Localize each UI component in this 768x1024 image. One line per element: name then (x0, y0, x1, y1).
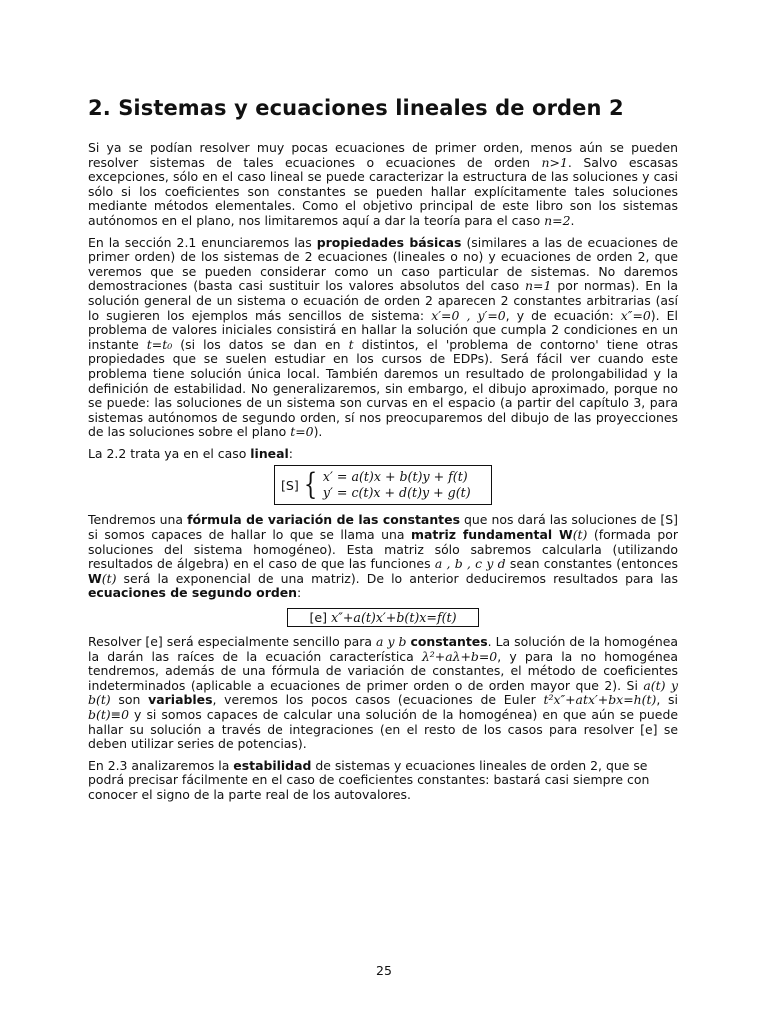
paragraph-fundamental-matrix: Tendremos una fórmula de variación de las constantes que nos dará las soluciones de [S] si somos capaces de hallar lo que se llama una matriz fundamental W(t) (formada por soluciones del sistema homogéneo). Esta matriz sólo sabremos calcularla (utilizando resultados de álgebra) en el caso de que las funciones a , b , c y d sean constantes (entonces W(t) será la exponencial de una matriz). De lo anterior deduciremos resultados para las ecuaciones de segundo orden: (88, 512, 678, 601)
second-order-equation-box (287, 608, 479, 627)
paragraph-section-2-2-intro: La 2.2 trata ya en el caso lineal: (88, 445, 293, 461)
page-content (88, 96, 678, 810)
system-equation-box (274, 465, 492, 505)
paragraph-constant-coefficients: Resolver [e] será especialmente sencillo para a y b constantes. La solución de la homogénea la darán las raíces de la ecuación característica λ²+aλ+b=0, y para la no homogénea tendremos, además de una fórmula de variación de constantes, el método de coeficientes indeterminados (aplicable a ecuaciones de primer orden o de orden mayor que 2). Si a(t) y b(t) son variables, veremos los pocos casos (ecuaciones de Euler t²x″+atx′+bx=h(t), si b(t)≡0 y si somos capaces de calcular una solución de la homogénea) en que aún se puede hallar su solución a través de integraciones (en el resto de los casos para resolver [e] se deben utilizar series de potencias). (88, 634, 678, 752)
system-equation-1: x′ = a(t)x + b(t)y + f(t) (322, 469, 468, 485)
second-order-equation: x″+a(t)x′+b(t)x=f(t) (331, 610, 457, 626)
system-equation-2: y′ = c(t)x + d(t)y + g(t) (322, 485, 471, 501)
equation-label: [e] (309, 610, 328, 626)
system-label: [S] (281, 477, 299, 493)
page-number: 25 (376, 963, 392, 978)
left-brace: { (303, 467, 318, 503)
paragraph-intro: Si ya se podían resolver muy pocas ecuaciones de primer orden, menos aún se pueden resolver sistemas de tales ecuaciones o ecuaciones de orden n>1. Salvo escasas excepciones, sólo en el caso lineal se puede caracterizar la estructura de las soluciones y casi sólo si los coeficientes son constantes se pueden hallar explícitamente tales soluciones mediante métodos elementales. Como el objetivo principal de este libro son los sistemas autónomos en el plano, nos limitaremos aquí a dar la teoría para el caso n=2. (88, 140, 678, 228)
section-heading: 2. Sistemas y ecuaciones lineales de orden 2 (88, 96, 624, 120)
paragraph-stability: En 2.3 analizaremos la estabilidad de sistemas y ecuaciones lineales de orden 2, que se podrá precisar fácilmente en el caso de coeficientes constantes: bastará casi siempre con conocer el signo de la parte real de los autovalores. (88, 757, 650, 802)
paragraph-section-2-1: En la sección 2.1 enunciaremos las propiedades básicas (similares a las de ecuaciones de primer orden) de los sistemas de 2 ecuaciones (lineales o no) y ecuaciones de orden 2, que veremos que se pueden considerar como un caso particular de sistemas. No daremos demostraciones (basta casi sustituir los valores absolutos del caso n=1 por normas). En la solución general de un sistema o ecuación de orden 2 aparecen 2 constantes arbitrarias (así lo sugieren los ejemplos más sencillos de sistema: x′=0 , y′=0, y de ecuación: x″=0). El problema de valores iniciales consistirá en hallar la solución que cumpla 2 condiciones en un instante t=t₀ (si los datos se dan en t distintos, el 'problema de contorno' tiene otras propiedades que se suelen estudiar en los cursos de EDPs). Será fácil ver cuando este problema tiene solución única local. También daremos un resultado de prolongabilidad y la definición de estabilidad. No generalizaremos, sin embargo, el dibujo aproximado, porque no se puede: las soluciones de un sistema son curvas en el espacio (a partir del capítulo 3, para sistemas autónomos de segundo orden, sí nos preocuparemos del dibujo de las proyecciones de las soluciones sobre el plano t=0). (88, 234, 678, 440)
